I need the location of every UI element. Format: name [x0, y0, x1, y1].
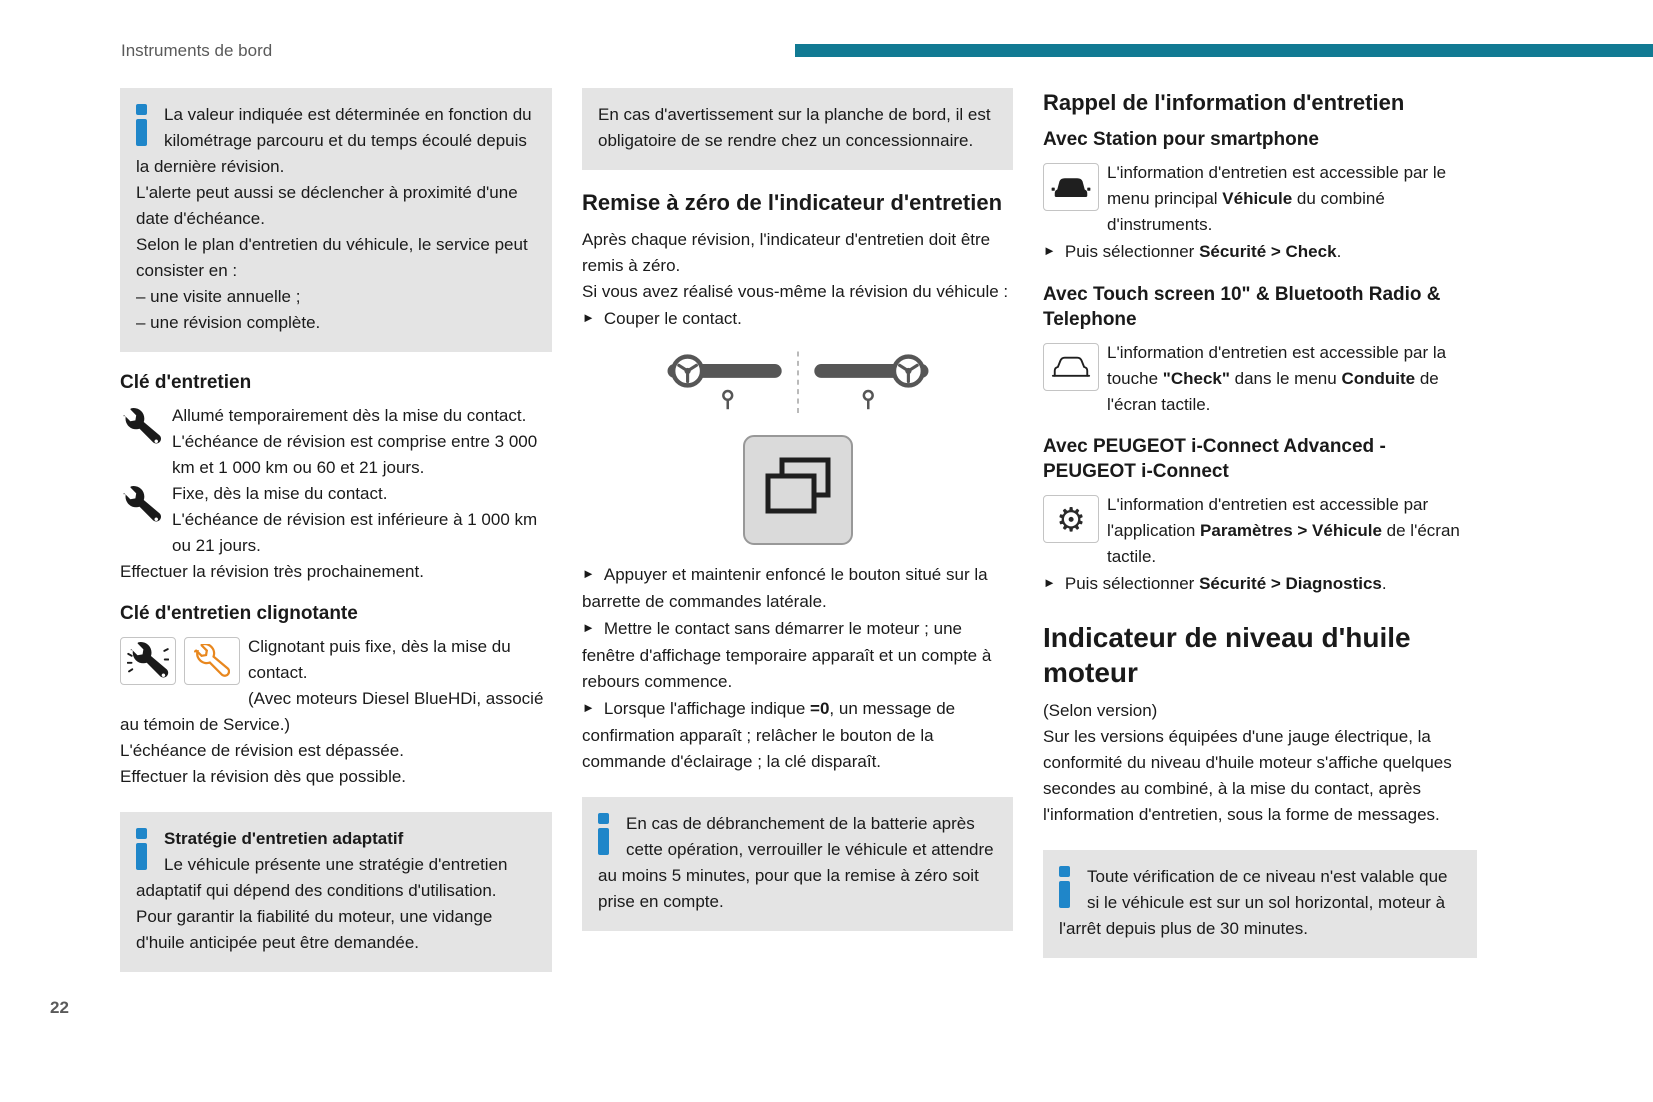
heading-service-reminder: Rappel de l'information d'entretien — [1043, 90, 1405, 115]
step-text: Couper le contact. — [603, 309, 742, 328]
step-select-check — [1043, 239, 1477, 266]
body-text: Après chaque révision, l'indicateur d'entretien doit être remis à zéro. — [582, 230, 991, 275]
page-number: 22 — [50, 998, 69, 1017]
info-box-oil-check — [1043, 850, 1477, 958]
heading-touchscreen: Avec Touch screen 10" & Bluetooth Radio & Telephone — [1043, 284, 1441, 330]
arrow-icon: ► — [582, 700, 595, 715]
info-text: La valeur indiquée est déterminée en fonction du kilométrage parcouru et du temps écoulé depuis la dernière révision. — [136, 105, 532, 176]
touchscreen-block — [1043, 340, 1477, 418]
ignition-positions-figure — [582, 349, 1013, 418]
info-text: Selon le plan d'entretien du véhicule, le service peut consister en : — [136, 235, 528, 280]
arrow-icon: ► — [582, 620, 595, 635]
info-title: Stratégie d'entretien adaptatif — [164, 829, 404, 848]
body-text: Fixe, dès la mise du contact. — [172, 484, 388, 503]
step-text: Appuyer et maintenir enfoncé le bouton situé sur la barrette de commandes latérale. — [582, 565, 988, 611]
step-text: Puis sélectionner Sécurité > Diagnostics. — [1064, 574, 1387, 593]
wrench-icon — [120, 405, 164, 457]
step-press-button — [582, 562, 1013, 615]
blinking-wrench-icon — [120, 637, 176, 685]
info-box-battery — [582, 797, 1013, 931]
arrow-icon: ► — [582, 566, 595, 581]
gear-icon: ⚙ — [1043, 495, 1099, 543]
body-text: L'information d'entretien est accessible par l'application Paramètres > Véhicule de l'écran tactile. — [1107, 495, 1460, 566]
info-icon — [136, 104, 151, 146]
body-text: L'échéance de révision est comprise entre 3 000 km et 1 000 km ou 60 et 21 jours. — [172, 432, 538, 477]
info-text: Pour garantir la fiabilité du moteur, une vidange d'huile anticipée peut être demandée. — [136, 907, 493, 952]
arrow-icon: ► — [1043, 575, 1056, 590]
station-block — [1043, 160, 1477, 238]
info-text: L'alerte peut aussi se déclencher à proximité d'une date d'échéance. — [136, 183, 518, 228]
info-box-adaptive-strategy — [120, 812, 552, 972]
body-text: Si vous avez réalisé vous-même la révision du véhicule : — [582, 282, 1009, 301]
side-button-figure — [582, 434, 1013, 546]
body-text: (Selon version) — [1043, 701, 1158, 720]
step-text: Lorsque l'affichage indique =0, un message de confirmation apparaît ; relâcher le bouton de la commande d'éclairage ; la clé disparaît. — [582, 699, 956, 771]
body-text: Sur les versions équipées d'une jauge électrique, la conformité du niveau d'huile moteur s'affiche quelques secondes au combiné, à la mise du contact, après l'information d'entretien, sous la forme de messages. — [1043, 727, 1452, 824]
body-text: Effectuer la révision dès que possible. — [120, 767, 407, 786]
heading-oil-level: Indicateur de niveau d'huile moteur — [1043, 622, 1411, 688]
left-hand-drive — [667, 357, 781, 410]
column-right — [1043, 88, 1477, 976]
info-icon — [136, 828, 151, 870]
running-header: Instruments de bord — [121, 41, 273, 60]
warning-box — [582, 88, 1013, 170]
info-text: Le véhicule présente une stratégie d'entretien adaptatif qui dépend des conditions d'utilisation. — [136, 855, 508, 900]
step-text: Mettre le contact sans démarrer le moteur ; une fenêtre d'affichage temporaire apparaît et un compte à rebours commence. — [582, 619, 992, 691]
right-hand-drive — [814, 357, 928, 410]
step-text: Puis sélectionner Sécurité > Check. — [1064, 242, 1342, 261]
step-display-zero — [582, 696, 1013, 775]
step-select-diagnostics — [1043, 571, 1477, 598]
header-accent-bar — [795, 44, 1653, 57]
info-list-item: – une révision complète. — [136, 313, 321, 332]
car-outline-icon — [1043, 343, 1099, 391]
column-middle — [582, 88, 1013, 949]
iconnect-block — [1043, 492, 1477, 570]
service-key-fixed-block — [120, 481, 552, 559]
info-icon — [1059, 866, 1074, 908]
body-text: Effectuer la révision très prochainement. — [120, 562, 424, 581]
heading-service-key: Clé d'entretien — [120, 372, 252, 393]
orange-wrench-icon — [184, 637, 240, 685]
heading-blinking-key: Clé d'entretien clignotante — [120, 603, 358, 624]
body-text: L'information d'entretien est accessible par le menu principal Véhicule du combiné d'instruments. — [1107, 163, 1447, 234]
info-text: En cas de débranchement de la batterie après cette opération, verrouiller le véhicule et attendre au moins 5 minutes, pour que la remise à zéro soit prise en compte. — [598, 814, 994, 911]
heading-iconnect: Avec PEUGEOT i-Connect Advanced - PEUGEOT i-Connect — [1043, 436, 1386, 482]
service-key-temporary-block — [120, 403, 552, 481]
heading-station-smartphone: Avec Station pour smartphone — [1043, 129, 1319, 150]
car-icon — [1043, 163, 1099, 211]
body-text: L'échéance de révision est inférieure à 1 000 km ou 21 jours. — [172, 510, 538, 555]
info-icon — [598, 813, 613, 855]
body-text: Allumé temporairement dès la mise du contact. — [172, 406, 527, 425]
step-switch-on — [582, 616, 1013, 695]
blinking-key-block — [120, 634, 552, 790]
arrow-icon: ► — [1043, 243, 1056, 258]
wrench-icon — [120, 483, 164, 535]
body-text: (Avec moteurs Diesel BlueHDi, associé au témoin de Service.) — [120, 689, 544, 734]
body-text: L'information d'entretien est accessible par la touche "Check" dans le menu Conduite de l'écran tactile. — [1107, 343, 1447, 414]
info-list-item: – une visite annuelle ; — [136, 287, 301, 306]
arrow-icon: ► — [582, 310, 595, 325]
info-text: En cas d'avertissement sur la planche de bord, il est obligatoire de se rendre chez un concessionnaire. — [598, 105, 991, 150]
body-text: L'échéance de révision est dépassée. — [120, 741, 404, 760]
info-text: Toute vérification de ce niveau n'est valable que si le véhicule est sur un sol horizontal, moteur à l'arrêt depuis plus de 30 minutes. — [1059, 867, 1448, 938]
step-switch-off — [582, 306, 1013, 333]
column-left — [120, 88, 552, 990]
body-text: Clignotant puis fixe, dès la mise du contact. — [248, 637, 511, 682]
heading-reset: Remise à zéro de l'indicateur d'entretien — [582, 190, 1003, 215]
info-box-service-value — [120, 88, 552, 352]
